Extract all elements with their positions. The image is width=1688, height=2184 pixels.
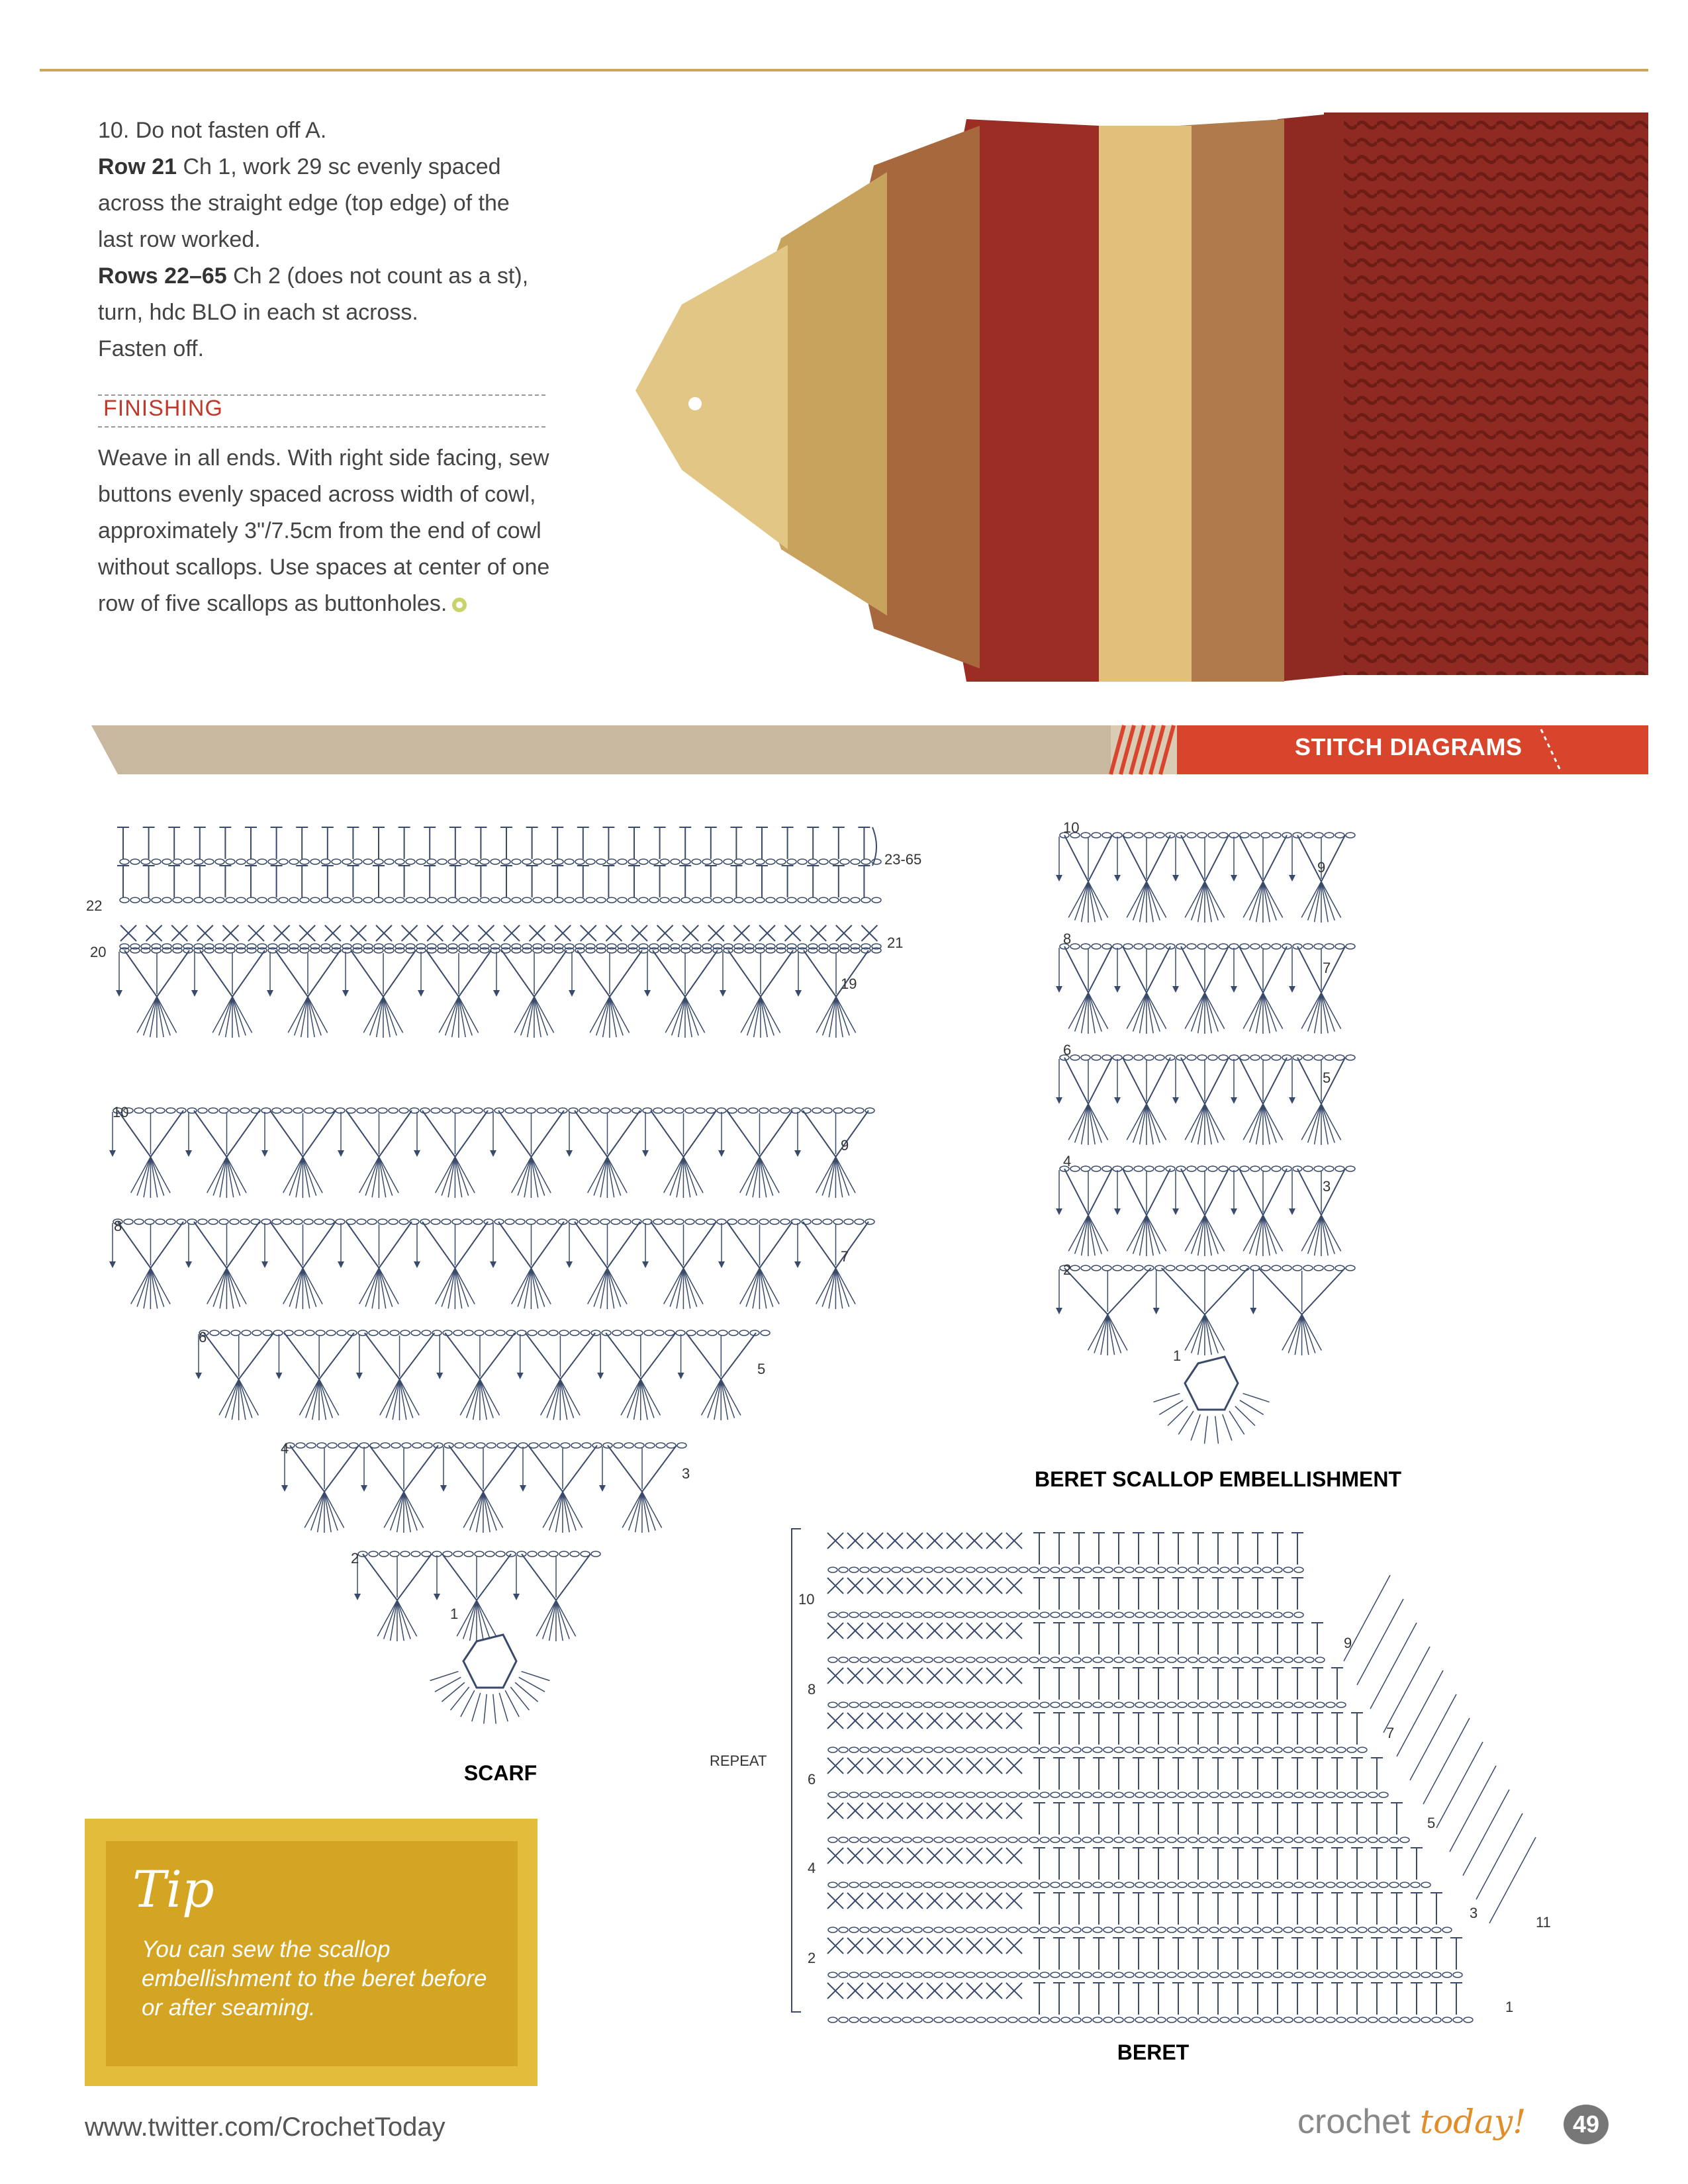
scallop-label-4: 4 [1063,1153,1072,1169]
scallop-label-5: 5 [1323,1069,1331,1086]
footer-url: www.twitter.com/CrochetToday [85,2113,445,2142]
beret-label-5: 5 [1427,1815,1436,1831]
scallop-label-1: 1 [1173,1347,1182,1364]
instruction-fasten-off: Fasten off. [98,336,205,361]
tip-heading: Tip [132,1860,214,1919]
scarf-label-9: 9 [841,1137,849,1154]
finishing-heading: FINISHING [103,396,223,421]
beret-scallop-caption: BERET SCALLOP EMBELLISHMENT [1034,1467,1402,1491]
scarf-label-7: 7 [841,1248,849,1265]
beret-label-3: 3 [1470,1905,1478,1921]
beret-label-7: 7 [1386,1725,1395,1741]
scallop-label-3: 3 [1323,1178,1331,1195]
beret-label-1: 1 [1505,1999,1514,2015]
page-number: 49 [1564,2105,1609,2144]
scarf-label-19: 19 [841,976,857,992]
brand-logo [1297,2102,1526,2142]
beret-label-2: 2 [808,1950,816,1966]
rows-22-65-label: Rows 22–65 [98,263,227,289]
brand-word-2: today! [1419,2103,1526,2141]
scarf-label-1: 1 [450,1606,459,1622]
beret-repeat-label: REPEAT [710,1752,767,1769]
scallop-label-9: 9 [1317,859,1326,876]
beret-caption: BERET [1117,2040,1190,2064]
scallop-label-7: 7 [1323,960,1331,976]
scarf-label-4: 4 [281,1440,289,1457]
scallop-label-8: 8 [1063,931,1072,947]
scarf-label-23-65: 23-65 [884,851,922,868]
scallop-label-10: 10 [1063,819,1080,836]
beret-label-11: 11 [1536,1914,1551,1931]
scarf-label-6: 6 [199,1329,207,1345]
beret-label-8: 8 [808,1681,816,1698]
beret-label-9: 9 [1344,1635,1352,1651]
scallop-label-6: 6 [1063,1042,1072,1058]
finishing-body: Weave in all ends. With right side facing, sew buttons evenly spaced across width of cowl, approximately 3"/7.5cm from the end of cowl without scallops. Use spaces at center of one row of five scallops as buttonholes. [98,445,550,616]
scarf-caption: SCARF [463,1761,538,1785]
scarf-label-10: 10 [113,1104,129,1120]
row-21-text: Ch 1, work 29 sc evenly spaced across the straight edge (top edge) of the last row worked. [98,154,510,252]
beret-label-10: 10 [798,1591,815,1608]
rows-22-65-text: Ch 2 (does not count as a st), turn, hdc BLO in each st across. [98,263,529,325]
row-21-label: Row 21 [98,154,177,179]
section-title: STITCH DIAGRAMS [1295,733,1523,760]
beret-label-4: 4 [808,1860,816,1876]
scarf-label-2: 2 [351,1550,359,1567]
scarf-label-8: 8 [114,1218,122,1234]
instruction-line-10: 10. Do not fasten off A. [98,118,327,143]
scarf-label-22: 22 [86,897,103,914]
tip-text: You can sew the scallop embellishment to the beret before or after seaming. [142,1936,487,2021]
scarf-label-5: 5 [757,1361,766,1377]
beret-label-6: 6 [808,1771,816,1788]
scarf-label-20: 20 [90,944,107,960]
scarf-label-21: 21 [887,934,904,951]
scallop-label-2: 2 [1063,1261,1072,1278]
brand-word-1: crochet [1297,2103,1420,2141]
scarf-label-3: 3 [682,1465,690,1482]
